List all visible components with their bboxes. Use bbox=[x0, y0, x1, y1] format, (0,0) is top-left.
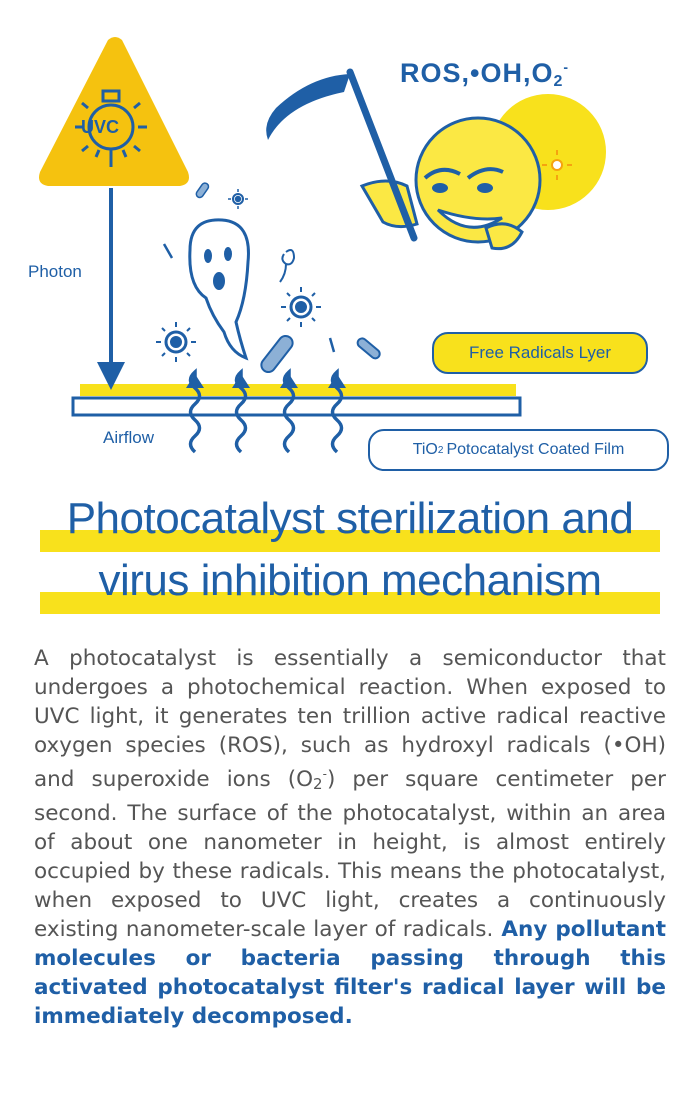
body-text-part1: A photocatalyst is essentially a semiconductor that undergoes a photochemical reaction. When exposed to UVC light, it generates ten trillion active radical reactive oxygen species (ROS), such as hydroxyl radicals (•OH) and superoxide ions (O bbox=[34, 646, 666, 793]
tio2-label: Potocatalyst Coated Film bbox=[446, 441, 625, 458]
bacteria-icon-3 bbox=[195, 182, 210, 199]
mechanism-diagram bbox=[0, 0, 700, 480]
virus-icon bbox=[156, 322, 196, 362]
bacteria-icon bbox=[259, 333, 296, 375]
free-radicals-badge bbox=[432, 332, 648, 374]
body-subscript: 2 bbox=[313, 775, 323, 794]
photon-label: Photon bbox=[28, 262, 82, 281]
ros-superscript: - bbox=[563, 59, 570, 75]
radicals-layer bbox=[80, 384, 516, 396]
tio2-prefix: TiO bbox=[412, 441, 438, 458]
coated-film bbox=[73, 398, 520, 415]
free-radicals-label: Free Radicals Lyer bbox=[468, 343, 612, 362]
page-title-line-2: virus inhibition mechanism bbox=[98, 556, 602, 605]
ros-species-label bbox=[400, 58, 569, 91]
ros-subscript: 2 bbox=[553, 73, 564, 90]
body-superscript: - bbox=[322, 767, 327, 781]
uvc-warning-triangle bbox=[39, 37, 189, 186]
virus-icon-2 bbox=[281, 287, 321, 327]
bacteria-icon-2 bbox=[356, 337, 382, 361]
virus-icon-3 bbox=[228, 189, 248, 209]
body-text-part2: ) per square centimeter per second. The surface of the photocatalyst, within an area of about one nanometer in height, is almost entirely occupied by these radicals. This means the photocatalyst, when exposed to UVC light, creates a continuously existing nanometer-scale layer of radicals. bbox=[34, 767, 666, 943]
tio2-film-badge bbox=[368, 429, 669, 471]
airflow-label: Airflow bbox=[103, 428, 155, 447]
uvc-label: UVC bbox=[81, 117, 120, 137]
page-title-line-1: Photocatalyst sterilization and bbox=[66, 494, 634, 543]
sperm-shaped-microbe-icon bbox=[280, 250, 294, 282]
ros-species-text: ROS,•OH,O bbox=[400, 58, 554, 88]
body-paragraph bbox=[34, 644, 666, 1031]
scythe-blade bbox=[266, 74, 350, 140]
tio2-subscript: 2 bbox=[437, 444, 444, 456]
body-highlight: Any pollutant molecules or bacteria passing through this activated photocatalyst filter's radical layer will be immediately decomposed. bbox=[34, 917, 666, 1030]
